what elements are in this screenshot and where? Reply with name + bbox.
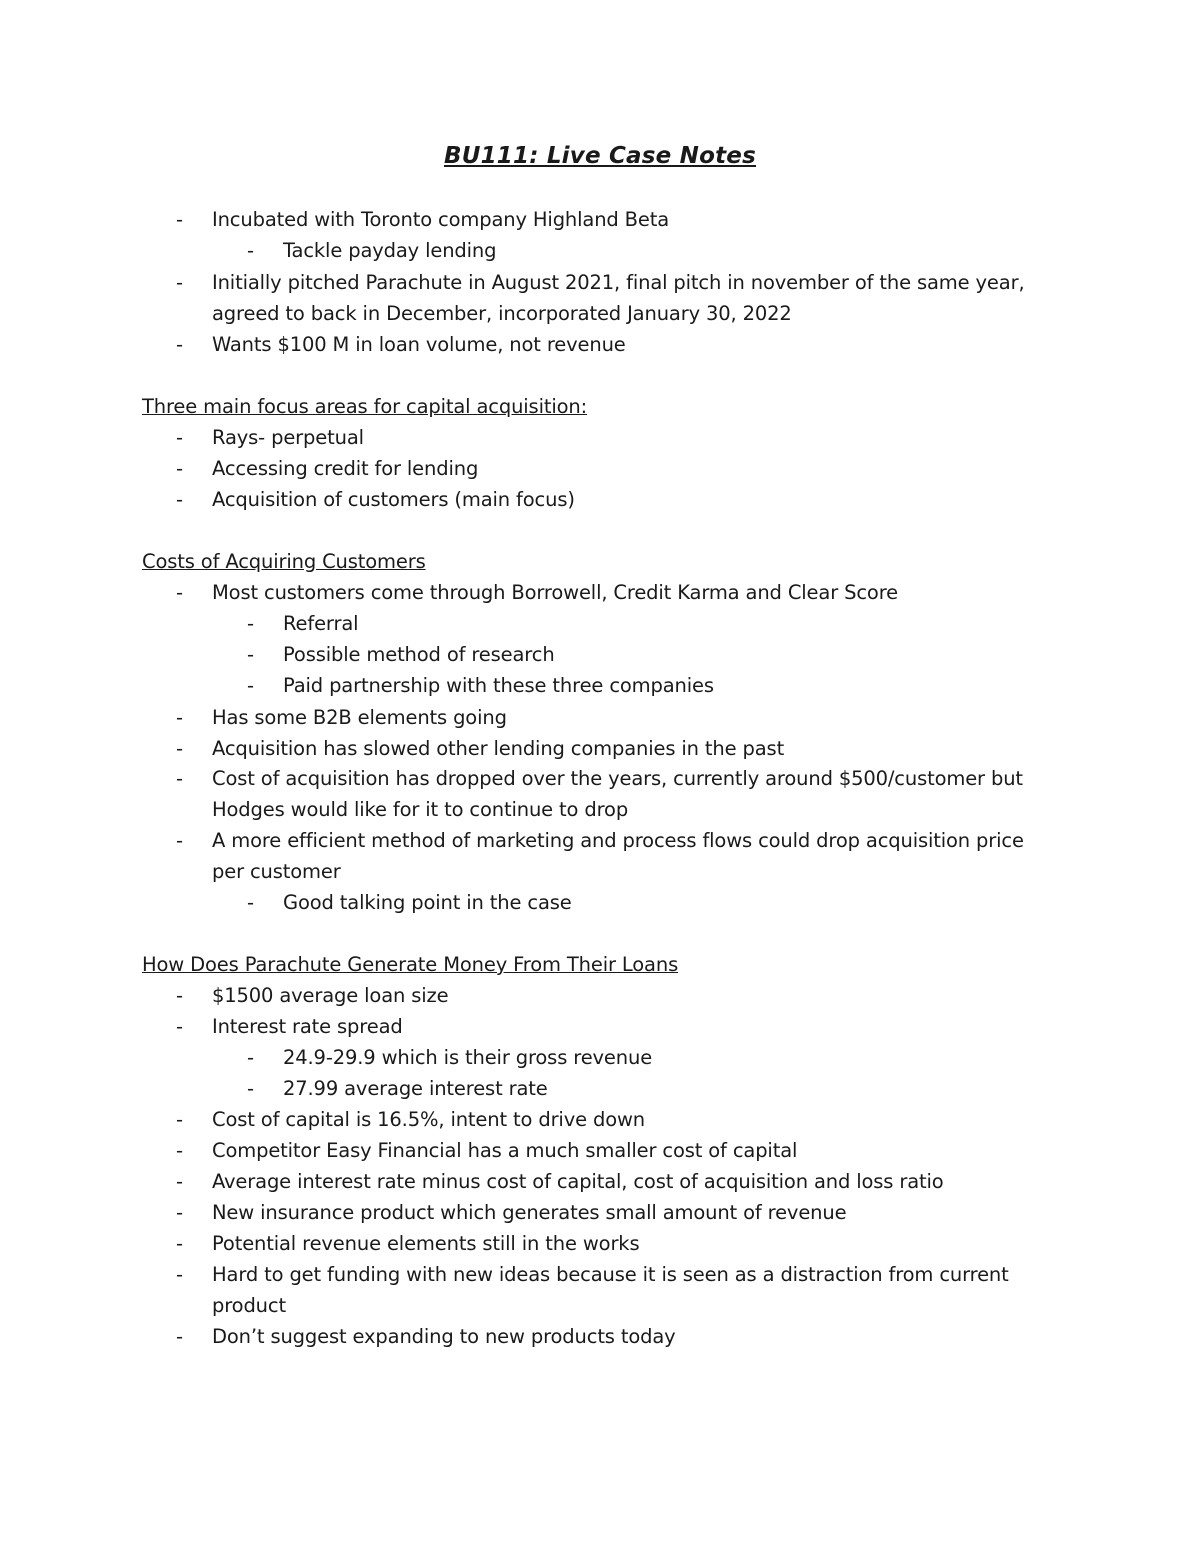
list-item: Competitor Easy Financial has a much smaller cost of capital xyxy=(212,1139,798,1162)
sub-list-item: 24.9-29.9 which is their gross revenue xyxy=(283,1046,653,1069)
sub-bullet-dash: - xyxy=(247,1077,255,1100)
list-item: A more efficient method of marketing and process flows could drop acquisition price xyxy=(212,829,1024,852)
bullet-dash: - xyxy=(176,208,184,231)
bullet-dash: - xyxy=(176,333,184,356)
bullet-dash: - xyxy=(176,426,184,449)
sub-list-item: Referral xyxy=(283,612,359,635)
section-heading-focus-areas: Three main focus areas for capital acquisition: xyxy=(142,395,588,418)
bullet-dash: - xyxy=(176,1170,184,1193)
bullet-dash: - xyxy=(176,1325,184,1348)
list-item: Interest rate spread xyxy=(212,1015,403,1038)
section-heading-costs: Costs of Acquiring Customers xyxy=(142,550,426,573)
list-item: Hard to get funding with new ideas because it is seen as a distraction from current xyxy=(212,1263,1009,1286)
bullet-dash: - xyxy=(176,737,184,760)
sub-list-item: 27.99 average interest rate xyxy=(283,1077,548,1100)
list-item: New insurance product which generates small amount of revenue xyxy=(212,1201,847,1224)
list-item: Rays- perpetual xyxy=(212,426,364,449)
list-item: Cost of acquisition has dropped over the years, currently around $500/customer but xyxy=(212,767,1023,790)
list-item: Has some B2B elements going xyxy=(212,706,507,729)
list-item-continuation: Hodges would like for it to continue to drop xyxy=(212,798,629,821)
list-item-continuation: per customer xyxy=(212,860,341,883)
list-item: Cost of capital is 16.5%, intent to drive down xyxy=(212,1108,646,1131)
bullet-dash: - xyxy=(176,1232,184,1255)
list-item: Don’t suggest expanding to new products today xyxy=(212,1325,676,1348)
sub-list-item: Tackle payday lending xyxy=(283,239,497,262)
list-item: Most customers come through Borrowell, Credit Karma and Clear Score xyxy=(212,581,898,604)
sub-bullet-dash: - xyxy=(247,891,255,914)
bullet-dash: - xyxy=(176,1015,184,1038)
bullet-dash: - xyxy=(176,984,184,1007)
list-item: Average interest rate minus cost of capital, cost of acquisition and loss ratio xyxy=(212,1170,944,1193)
page-title: BU111: Live Case Notes xyxy=(444,143,756,169)
sub-bullet-dash: - xyxy=(247,239,255,262)
list-item: Acquisition of customers (main focus) xyxy=(212,488,575,511)
bullet-dash: - xyxy=(176,457,184,480)
sub-bullet-dash: - xyxy=(247,674,255,697)
bullet-dash: - xyxy=(176,767,184,790)
list-item: Acquisition has slowed other lending companies in the past xyxy=(212,737,785,760)
list-item: $1500 average loan size xyxy=(212,984,449,1007)
section-heading-revenue: How Does Parachute Generate Money From Their Loans xyxy=(142,953,679,976)
list-item: Wants $100 M in loan volume, not revenue xyxy=(212,333,626,356)
list-item: Incubated with Toronto company Highland Beta xyxy=(212,208,670,231)
sub-list-item: Good talking point in the case xyxy=(283,891,572,914)
sub-bullet-dash: - xyxy=(247,643,255,666)
bullet-dash: - xyxy=(176,1139,184,1162)
bullet-dash: - xyxy=(176,1263,184,1286)
list-item-continuation: product xyxy=(212,1294,286,1317)
bullet-dash: - xyxy=(176,1201,184,1224)
bullet-dash: - xyxy=(176,829,184,852)
sub-bullet-dash: - xyxy=(247,1046,255,1069)
list-item: Potential revenue elements still in the works xyxy=(212,1232,640,1255)
list-item-continuation: agreed to back in December, incorporated January 30, 2022 xyxy=(212,302,792,325)
list-item: Initially pitched Parachute in August 2021, final pitch in november of the same year, xyxy=(212,271,1025,294)
bullet-dash: - xyxy=(176,488,184,511)
sub-list-item: Paid partnership with these three companies xyxy=(283,674,714,697)
bullet-dash: - xyxy=(176,1108,184,1131)
sub-bullet-dash: - xyxy=(247,612,255,635)
bullet-dash: - xyxy=(176,581,184,604)
list-item: Accessing credit for lending xyxy=(212,457,479,480)
bullet-dash: - xyxy=(176,706,184,729)
sub-list-item: Possible method of research xyxy=(283,643,555,666)
bullet-dash: - xyxy=(176,271,184,294)
